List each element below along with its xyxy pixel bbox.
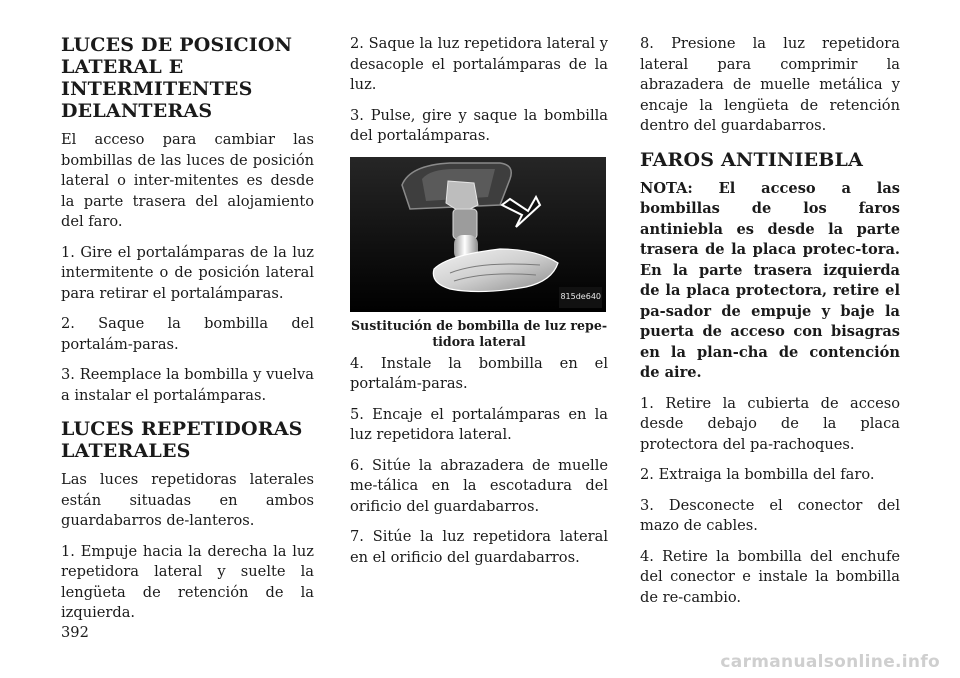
step-paragraph: 1. Empuje hacia la derecha la luz repetidora lateral y suelte la lengüeta de retención de la izquierda.	[61, 542, 314, 621]
step-paragraph: 2. Saque la bombilla del portalám-paras.	[61, 315, 314, 353]
step-paragraph: 3. Desconecte el conector del mazo de cables.	[640, 496, 900, 534]
bulb-replacement-photo	[350, 157, 606, 312]
step-paragraph: 1. Retire la cubierta de acceso desde debajo de la placa protectora del pa-rachoques.	[640, 394, 900, 453]
step-paragraph: 7. Sitúe la luz repetidora lateral en el orificio del guardabarros.	[350, 528, 608, 566]
figure-code-label: 815de640	[559, 287, 602, 308]
section-heading-side-markers: LUCES DE POSICION LATERAL E INTERMITENTES DELANTERAS	[61, 34, 293, 122]
socket-base	[453, 209, 477, 239]
step-paragraph: 3. Pulse, gire y saque la bombilla del portalámparas.	[350, 106, 608, 144]
column-left	[61, 34, 314, 634]
step-paragraph: 2. Saque la luz repetidora lateral y desacople el portalámparas de la luz.	[350, 35, 608, 93]
paragraph: El acceso para cambiar las bombillas de las luces de posición lateral o inter-mitentes es desde la parte trasera del alojamiento del faro.	[61, 131, 314, 230]
section-heading-fog-lamps: FAROS ANTINIEBLA	[640, 148, 864, 171]
section-heading-side-repeaters: LUCES REPETIDORAS LATERALES	[61, 418, 303, 462]
step-paragraph: 6. Sitúe la abrazadera de muelle me-tálica en la escotadura del orificio del guardabarros.	[350, 456, 608, 515]
page-number: 392	[61, 624, 89, 641]
figure-caption: Sustitución de bombilla de luz repe-tidora lateral	[350, 317, 608, 349]
step-paragraph: 4. Instale la bombilla en el portalám-paras.	[350, 354, 608, 392]
column-right	[640, 34, 900, 618]
watermark-text: carmanualsonline.info	[720, 652, 940, 672]
step-paragraph: 1. Gire el portalámparas de la luz intermitente o de posición lateral para retirar el portalámparas.	[61, 243, 314, 302]
step-paragraph: 4. Retire la bombilla del enchufe del conector e instale la bombilla de re-cambio.	[640, 547, 900, 606]
paragraph: Las luces repetidoras laterales están situadas en ambos guardabarros de-lanteros.	[61, 471, 314, 529]
step-paragraph: 5. Encaje el portalámparas en la luz repetidora lateral.	[350, 405, 608, 443]
note-paragraph: NOTA: El acceso a las bombillas de los faros antiniebla es desde la parte trasera de la placa protec-tora. En la parte trasera izquierda de la placa protectora, retire el pa-sador de empuje y baje la puerta de acceso con bisagras en la plan-cha de contención de aire.	[640, 179, 900, 381]
step-paragraph: 8. Presione la luz repetidora lateral para comprimir la abrazadera de muelle metálica y encaje la lengüeta de retención dentro del guardabarros.	[640, 35, 900, 134]
step-paragraph: 2. Extraiga la bombilla del faro.	[640, 466, 875, 483]
step-paragraph: 3. Reemplace la bombilla y vuelva a instalar el portalámparas.	[61, 366, 314, 404]
column-middle	[350, 34, 608, 578]
